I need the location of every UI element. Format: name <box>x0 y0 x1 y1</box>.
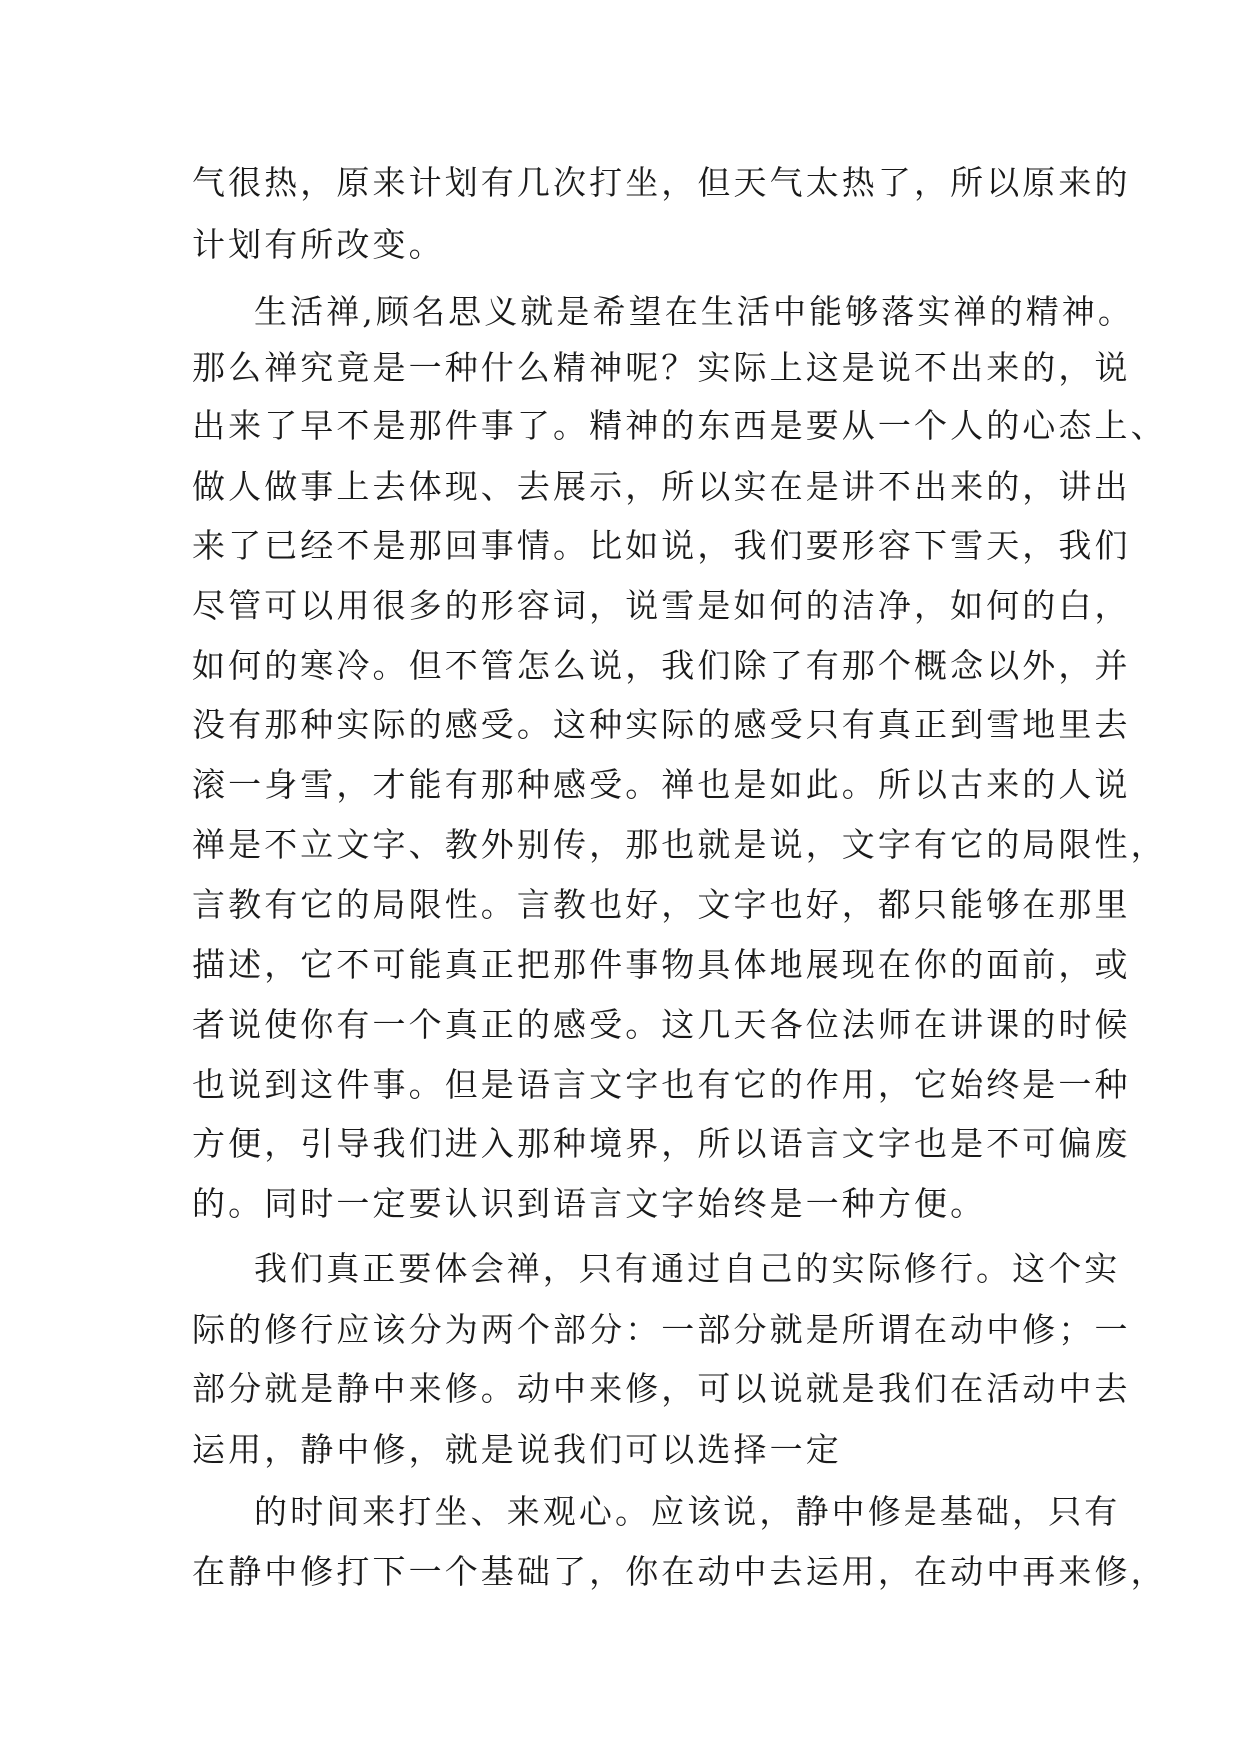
text-line: 部分就是静中来修。动中来修，可以说就是我们在活动中去 <box>192 1369 1131 1408</box>
text-line: 做人做事上去体现、去展示，所以实在是讲不出来的，讲出 <box>192 467 1131 506</box>
text-line: 那么禅究竟是一种什么精神呢？实际上这是说不出来的，说 <box>192 348 1131 387</box>
text-line: 出来了早不是那件事了。精神的东西是要从一个人的心态上、 <box>192 406 1167 445</box>
text-line: 在静中修打下一个基础了，你在动中去运用，在动中再来修， <box>192 1552 1167 1591</box>
text-line: 的。同时一定要认识到语言文字始终是一种方便。 <box>192 1184 987 1223</box>
paragraph-start-line: 的时间来打坐、来观心。应该说，静中修是基础，只有 <box>254 1492 1121 1531</box>
text-line: 方便，引导我们进入那种境界，所以语言文字也是不可偏废 <box>192 1124 1131 1163</box>
text-line: 运用，静中修，就是说我们可以选择一定 <box>192 1430 842 1469</box>
paragraph-start-line: 生活禅,顾名思义就是希望在生活中能够落实禅的精神。 <box>254 292 1134 331</box>
text-line: 者说使你有一个真正的感受。这几天各位法师在讲课的时候 <box>192 1005 1131 1044</box>
text-line: 来了已经不是那回事情。比如说，我们要形容下雪天，我们 <box>192 526 1131 565</box>
text-line: 描述，它不可能真正把那件事物具体地展现在你的面前，或 <box>192 945 1131 984</box>
text-line: 计划有所改变。 <box>192 225 445 264</box>
text-line: 滚一身雪，才能有那种感受。禅也是如此。所以古来的人说 <box>192 765 1131 804</box>
paragraph-start-line: 我们真正要体会禅，只有通过自己的实际修行。这个实 <box>254 1249 1121 1288</box>
text-line: 言教有它的局限性。言教也好，文字也好，都只能够在那里 <box>192 885 1131 924</box>
text-line: 如何的寒冷。但不管怎么说，我们除了有那个概念以外，并 <box>192 646 1131 685</box>
text-line: 没有那种实际的感受。这种实际的感受只有真正到雪地里去 <box>192 705 1131 744</box>
text-line: 气很热，原来计划有几次打坐，但天气太热了，所以原来的 <box>192 163 1131 202</box>
text-line: 尽管可以用很多的形容词，说雪是如何的洁净，如何的白， <box>192 586 1131 625</box>
text-line: 也说到这件事。但是语言文字也有它的作用，它始终是一种 <box>192 1065 1131 1104</box>
text-line: 禅是不立文字、教外别传，那也就是说，文字有它的局限性， <box>192 825 1167 864</box>
text-line: 际的修行应该分为两个部分：一部分就是所谓在动中修；一 <box>192 1310 1131 1349</box>
